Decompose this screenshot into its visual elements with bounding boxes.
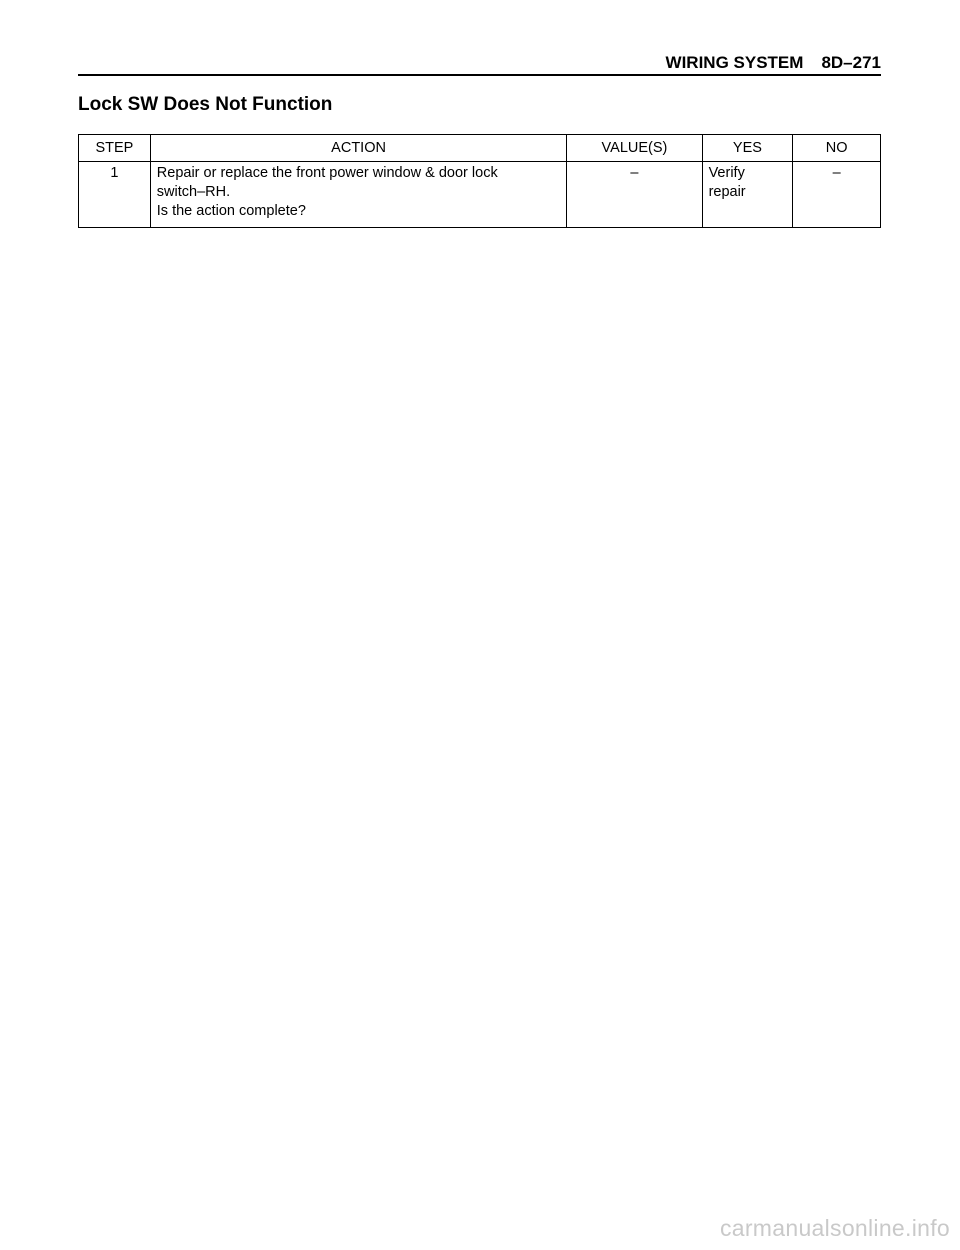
page-number: 8D–271 [821, 53, 881, 72]
yes-line: repair [708, 184, 746, 200]
no-cell: – [793, 162, 881, 228]
column-header-step: STEP [79, 135, 151, 162]
page-header [78, 52, 881, 76]
column-header-values: VALUE(S) [567, 135, 702, 162]
column-header-no: NO [793, 135, 881, 162]
page-title: Lock SW Does Not Function [78, 94, 333, 115]
table-row [79, 162, 881, 228]
watermark: carmanualsonline.info [719, 1215, 950, 1241]
action-cell [150, 162, 567, 228]
action-line: switch–RH. [156, 184, 231, 200]
step-cell: 1 [79, 162, 151, 228]
action-line: Repair or replace the front power window & door lock [156, 165, 498, 181]
yes-line: Verify [708, 165, 745, 181]
value-cell: – [567, 162, 702, 228]
diagnostic-table [78, 134, 881, 228]
column-header-action: ACTION [150, 135, 567, 162]
table-header-row [79, 135, 881, 162]
action-line: Is the action complete? [156, 203, 306, 219]
yes-cell [702, 162, 793, 228]
section-title: WIRING SYSTEM [665, 53, 804, 72]
column-header-yes: YES [702, 135, 793, 162]
